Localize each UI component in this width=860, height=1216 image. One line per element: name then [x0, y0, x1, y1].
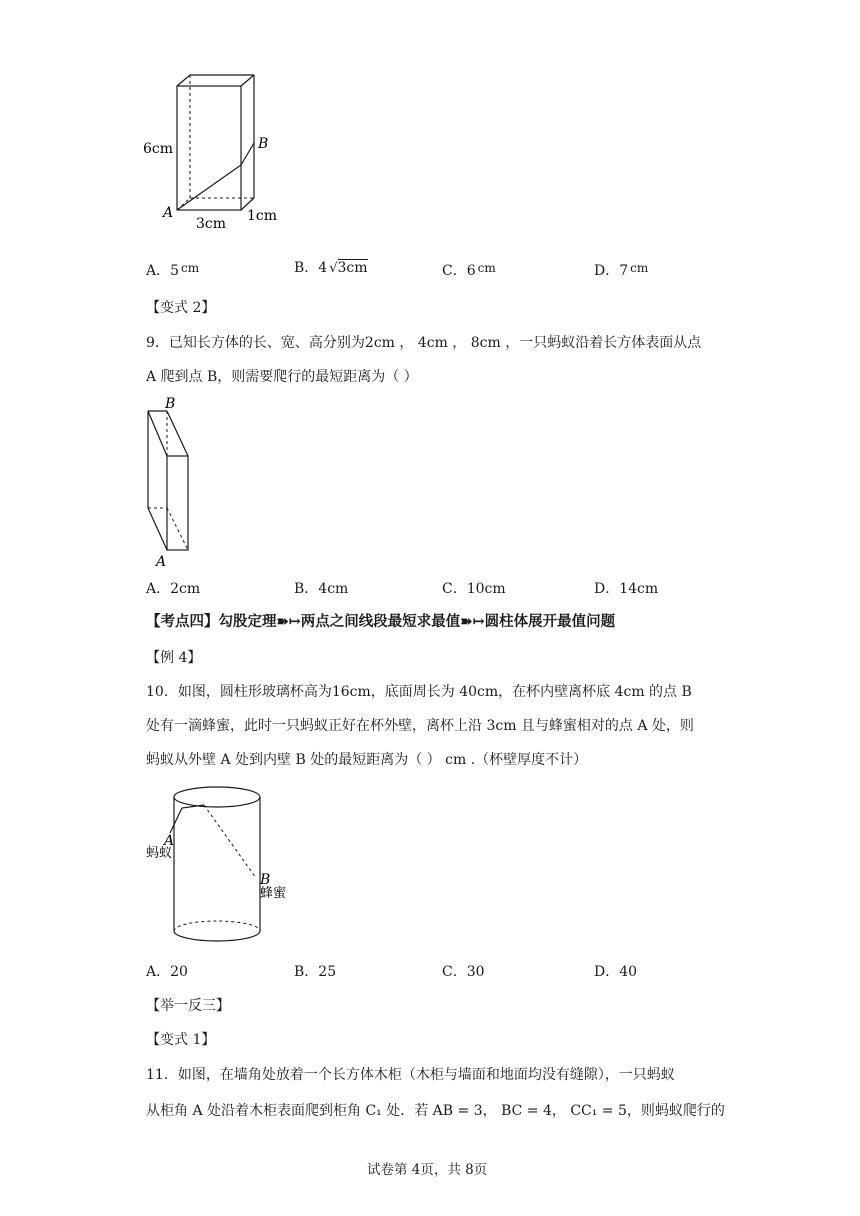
- fig2-point-b: B: [165, 396, 176, 412]
- q9-option-c: C．10cm: [442, 581, 506, 597]
- q9-option-a: A．2cm: [146, 581, 201, 597]
- q10-line1: 10．如图，圆柱形玻璃杯高为16cm，底面周长为 40cm，在杯内壁离杯底 4cm 的点 B: [146, 684, 692, 700]
- fig2-point-a: A: [156, 554, 167, 570]
- fig3-point-a: A: [164, 833, 175, 849]
- q8-option-d: D．7 cm: [594, 261, 649, 279]
- q9-option-b: B．4cm: [294, 581, 349, 597]
- q11-line2: 从柜角 A 处沿着木柜表面爬到柜角 C₁ 处．若 AB = 3， BC = 4， CC₁ = 5，则蚂蚁爬行的: [146, 1103, 725, 1119]
- fig1-depth-label: 1cm: [247, 208, 278, 224]
- q8-option-a: A．5 cm: [146, 261, 200, 279]
- q10-option-b: B．25: [294, 964, 337, 980]
- q10-line2: 处有一滴蜂蜜，此时一只蚂蚁正好在杯外壁，离杯上沿 3cm 且与蜂蜜相对的点 A 处，则: [146, 718, 694, 734]
- fig1-width-label: 3cm: [196, 216, 227, 232]
- prism-figure-2: [138, 395, 198, 570]
- sqrt-icon: √: [329, 261, 338, 276]
- q9-line2: A 爬到点 B，则需要爬行的最短距离为（ ）: [146, 369, 418, 385]
- q9-line1: 9．已知长方体的长、宽、高分别为2cm ， 4cm ， 8cm ，一只蚂蚁沿着长方体表面从点: [146, 335, 702, 351]
- q11-line1: 11．如图，在墙角处放着一个长方体木柜（木柜与墙面和地面均没有缝隙），一只蚂蚁: [146, 1067, 675, 1083]
- example4-heading: 【例 4】: [146, 650, 202, 666]
- section-title: 【考点四】勾股定理➽↦两点之间线段最短求最值➽↦圆柱体展开最值问题: [146, 613, 616, 630]
- fig1-height-label: 6cm: [143, 141, 174, 157]
- q8-option-b: B．4 √3cm: [294, 260, 368, 276]
- fig3-point-b: B: [260, 872, 271, 888]
- fig3-ant-label: 蚂蚁: [146, 846, 173, 861]
- q10-line3: 蚂蚁从外壁 A 处到内壁 B 处的最短距离为（ ） cm .（杯壁厚度不计）: [146, 752, 588, 768]
- fig1-point-a: A: [163, 205, 174, 221]
- fig1-point-b: B: [258, 136, 269, 152]
- q10-option-a: A．20: [146, 964, 188, 980]
- page-footer: 试卷第 4页，共 8页: [367, 1162, 488, 1178]
- q9-option-d: D．14cm: [594, 581, 659, 597]
- prism-figure-1: [130, 65, 290, 240]
- q8-option-c: C．6 cm: [442, 261, 496, 279]
- fig3-honey-label: 蜂蜜: [260, 886, 287, 901]
- practice-heading: 【举一反三】: [146, 998, 230, 1014]
- variant2-heading: 【变式 2】: [146, 300, 216, 316]
- q10-option-c: C．30: [442, 964, 485, 980]
- cylinder-figure: [140, 775, 300, 950]
- q10-option-d: D．40: [594, 964, 638, 980]
- variant1-heading: 【变式 1】: [146, 1032, 216, 1048]
